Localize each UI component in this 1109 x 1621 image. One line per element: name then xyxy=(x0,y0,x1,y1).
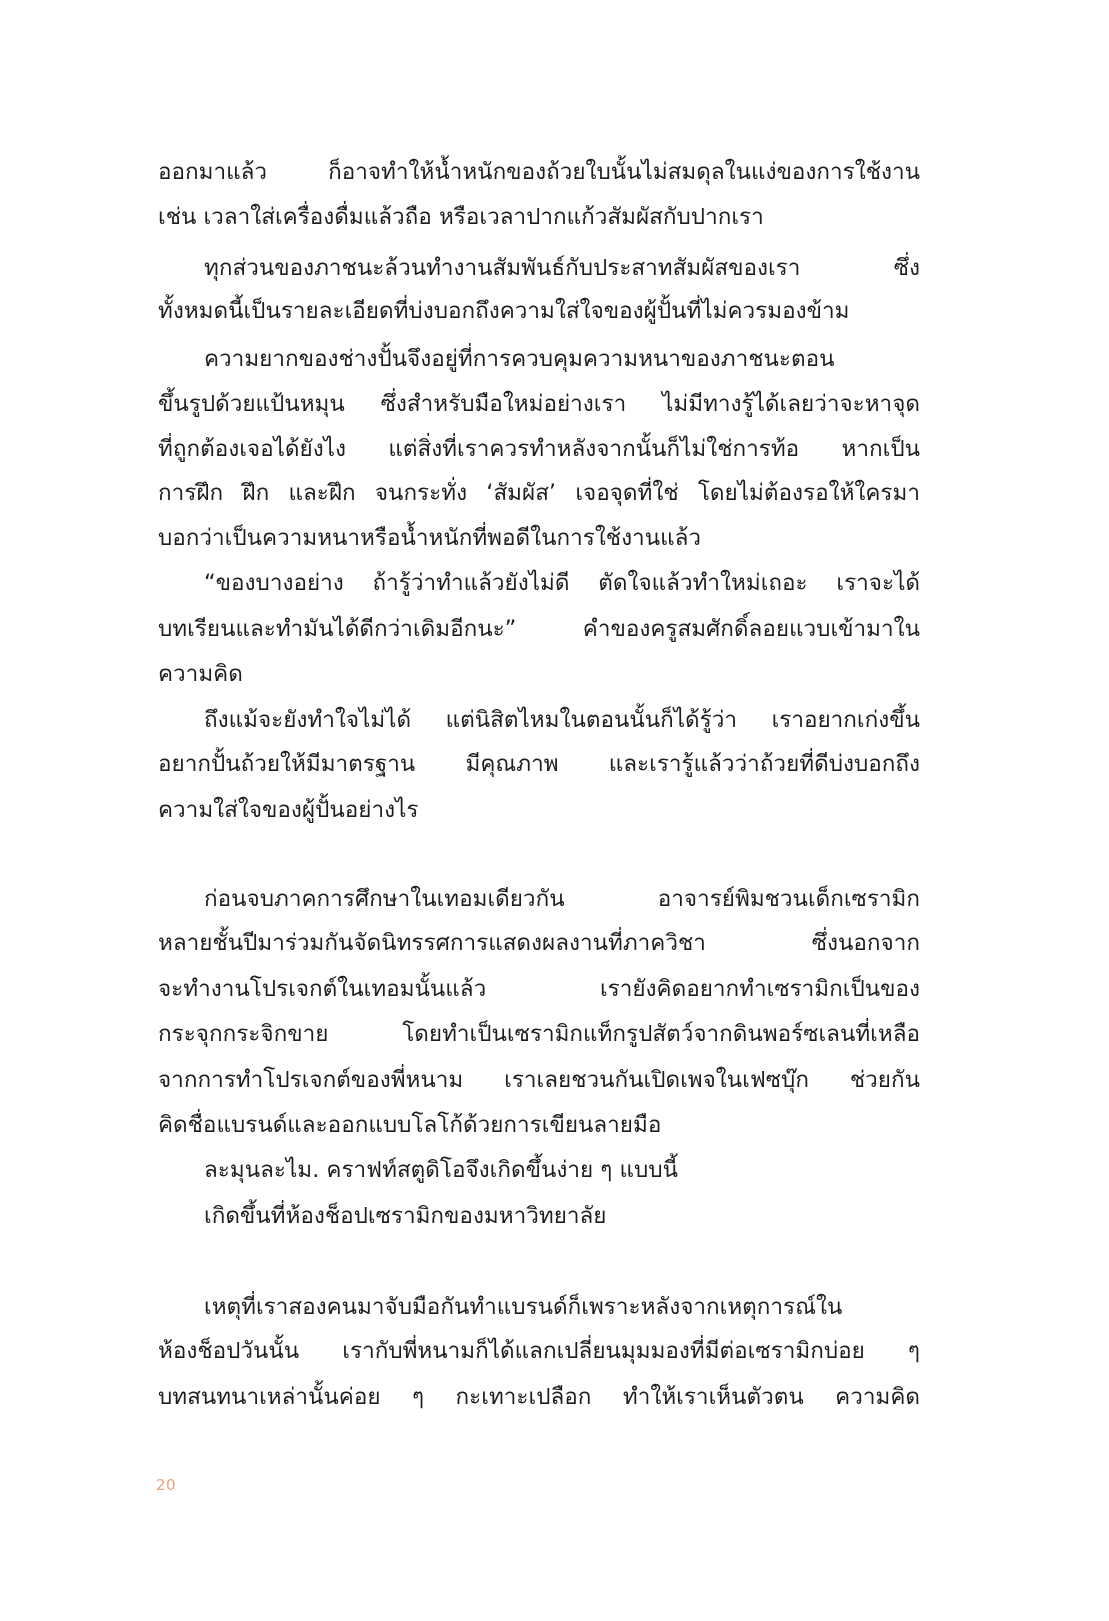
text-line: กระจุกกระจิกขาย โดยทำเป็นเซรามิกแท็กรูปสัตว์จากดินพอร์ซเลนที่เหลือ xyxy=(158,1021,920,1047)
text-line: เหตุที่เราสองคนมาจับมือกันทำแบรนด์ก็เพราะหลังจากเหตุการณ์ใน xyxy=(204,1294,843,1320)
text-line: “ของบางอย่าง ถ้ารู้ว่าทำแล้วยังไม่ดี ตัดใจแล้วทำใหม่เถอะ เราจะได้ xyxy=(204,570,920,596)
text-line: ความยากของช่างปั้นจึงอยู่ที่การควบคุมความหนาของภาชนะตอน xyxy=(204,346,835,372)
text-line: ขึ้นรูปด้วยแป้นหมุน ซึ่งสำหรับมือใหม่อย่างเรา ไม่มีทางรู้ได้เลยว่าจะหาจุด xyxy=(158,391,920,417)
text-line: หลายชั้นปีมาร่วมกันจัดนิทรรศการแสดงผลงานที่ภาควิชา ซึ่งนอกจาก xyxy=(158,930,920,956)
page-number: 20 xyxy=(156,1476,177,1494)
text-line: ความใส่ใจของผู้ปั้นอย่างไร xyxy=(158,797,419,823)
text-line: บอกว่าเป็นความหนาหรือน้ำหนักที่พอดีในการใช้งานแล้ว xyxy=(158,525,701,551)
text-line: การฝึก ฝึก และฝึก จนกระทั่ง ‘สัมผัส’ เจอจุดที่ใช่ โดยไม่ต้องรอให้ใครมา xyxy=(158,480,920,506)
text-line: ออกมาแล้ว ก็อาจทำให้น้ำหนักของถ้วยใบนั้นไม่สมดุลในแง่ของการใช้งาน xyxy=(158,159,920,185)
text-line: บทสนทนาเหล่านั้นค่อย ๆ กะเทาะเปลือก ทำให้เราเห็นตัวตน ความคิด xyxy=(158,1384,920,1410)
text-line: ก่อนจบภาคการศึกษาในเทอมเดียวกัน อาจารย์พิมชวนเด็กเซรามิก xyxy=(204,886,920,912)
text-line: ทั้งหมดนี้เป็นรายละเอียดที่บ่งบอกถึงความใส่ใจของผู้ปั้นที่ไม่ควรมองข้าม xyxy=(158,298,850,324)
text-line: จากการทำโปรเจกต์ของพี่หนาม เราเลยชวนกันเปิดเพจในเฟซบุ๊ก ช่วยกัน xyxy=(158,1067,920,1093)
text-line: จะทำงานโปรเจกต์ในเทอมนั้นแล้ว เรายังคิดอยากทำเซรามิกเป็นของ xyxy=(158,976,920,1002)
text-line: ห้องช็อปวันนั้น เรากับพี่หนามก็ได้แลกเปลี่ยนมุมมองที่มีต่อเซรามิกบ่อย ๆ xyxy=(158,1338,920,1364)
text-line: เกิดขึ้นที่ห้องช็อปเซรามิกของมหาวิทยาลัย xyxy=(204,1203,607,1229)
text-line: ที่ถูกต้องเจอได้ยังไง แต่สิ่งที่เราควรทำหลังจากนั้นก็ไม่ใช่การท้อ หากเป็น xyxy=(158,436,920,462)
text-line: ทุกส่วนของภาชนะล้วนทำงานสัมพันธ์กับประสาทสัมผัสของเรา ซึ่ง xyxy=(204,255,920,281)
text-line: บทเรียนและทำมันได้ดีกว่าเดิมอีกนะ” คำของครูสมศักดิ์ลอยแวบเข้ามาใน xyxy=(158,616,920,642)
text-line: เช่น เวลาใส่เครื่องดื่มแล้วถือ หรือเวลาปากแก้วสัมผัสกับปากเรา xyxy=(158,204,764,230)
text-line: ความคิด xyxy=(158,661,243,687)
text-line: ละมุนละไม. คราฟท์สตูดิโอจึงเกิดขึ้นง่าย ๆ แบบนี้ xyxy=(204,1157,678,1183)
text-line: ถึงแม้จะยังทำใจไม่ได้ แต่นิสิตไหมในตอนนั้นก็ได้รู้ว่า เราอยากเก่งขึ้น xyxy=(204,707,920,733)
text-line: อยากปั้นถ้วยให้มีมาตรฐาน มีคุณภาพ และเรารู้แล้วว่าถ้วยที่ดีบ่งบอกถึง xyxy=(158,751,920,777)
text-line: คิดชื่อแบรนด์และออกแบบโลโก้ด้วยการเขียนลายมือ xyxy=(158,1112,662,1138)
